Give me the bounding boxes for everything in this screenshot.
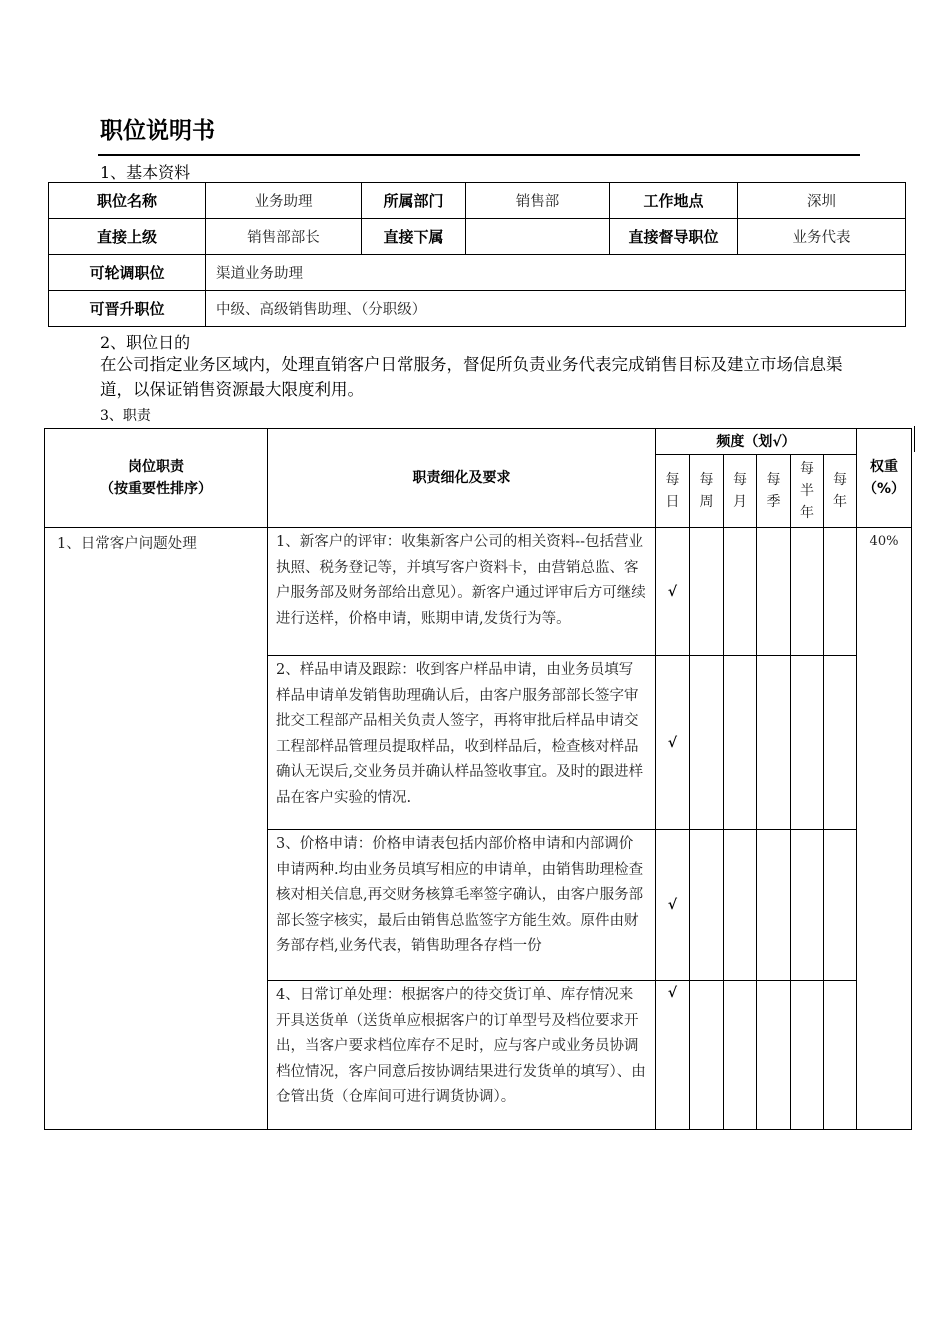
duty-4-weekly bbox=[690, 981, 724, 1130]
freq-label-char: 每 bbox=[833, 472, 847, 488]
title-underline bbox=[98, 154, 860, 156]
weight-value: 40% bbox=[857, 528, 912, 1130]
responsibility-header bbox=[45, 429, 268, 528]
freq-halfyear-header bbox=[791, 455, 824, 528]
promotion-label: 可晋升职位 bbox=[49, 291, 206, 327]
duty-3-halfyear bbox=[791, 830, 824, 981]
duty-3-quarterly bbox=[757, 830, 791, 981]
purpose-text: 在公司指定业务区域内，处理直销客户日常服务，督促所负责业务代表完成销售目标及建立市场信息渠道，以保证销售资源最大限度利用。 bbox=[100, 355, 843, 399]
duty-4-daily-check: √ bbox=[656, 981, 690, 1130]
weight-header-line1: 权重 bbox=[870, 459, 898, 475]
duty-2-quarterly bbox=[757, 656, 791, 830]
duties-header-row-1 bbox=[45, 429, 912, 455]
duties-table bbox=[44, 428, 912, 1130]
basic-row-2 bbox=[49, 219, 906, 255]
freq-quarterly-header bbox=[757, 455, 791, 528]
freq-label-2 bbox=[724, 469, 756, 513]
duty-row-1 bbox=[45, 528, 912, 656]
basic-row-3 bbox=[49, 255, 906, 291]
subordinate-value bbox=[466, 219, 610, 255]
table-edge-mark-top bbox=[914, 426, 915, 452]
duty-1-halfyear bbox=[791, 528, 824, 656]
duty-1-daily-check: √ bbox=[656, 528, 690, 656]
document-title: 职位说明书 bbox=[100, 118, 215, 144]
section-purpose-heading: 2、职位日的 bbox=[100, 333, 191, 352]
freq-label-char: 年 bbox=[800, 505, 814, 521]
duty-1-weekly bbox=[690, 528, 724, 656]
basic-row-1 bbox=[49, 183, 906, 219]
freq-yearly-header bbox=[824, 455, 857, 528]
freq-label-char: 季 bbox=[766, 494, 781, 510]
rotation-value: 渠道业务助理 bbox=[206, 255, 906, 291]
department-label: 所属部门 bbox=[362, 183, 466, 219]
freq-label-char: 每 bbox=[699, 472, 714, 488]
freq-label-3 bbox=[757, 469, 790, 513]
duty-2-yearly bbox=[824, 656, 857, 830]
duty-4-quarterly bbox=[757, 981, 791, 1130]
freq-label-char: 年 bbox=[833, 494, 847, 510]
supervise-label: 直接督导职位 bbox=[610, 219, 738, 255]
freq-label-char: 每 bbox=[665, 472, 680, 488]
duty-3-monthly bbox=[724, 830, 757, 981]
freq-label-char: 日 bbox=[665, 494, 680, 510]
section-duties-heading: 3、职责 bbox=[100, 408, 151, 424]
duty-detail-2: 2、样品申请及跟踪：收到客户样品申请，由业务员填写样品申请单发销售助理确认后，由客户服务部部长签字审批交工程部产品相关负责人签字，再将审批后样品申请交工程部样品管理员提取样品，收到样品后，检查核对样品确认无误后,交业务员并确认样品签收事宜。及时的跟进样品在客户实验的情况. bbox=[268, 656, 656, 830]
rotation-label: 可轮调职位 bbox=[49, 255, 206, 291]
duty-detail-4: 4、日常订单处理：根据客户的待交货订单、库存情况来开具送货单（送货单应根据客户的订单型号及档位要求开出，当客户要求档位库存不足时，应与客户或业务员协调档位情况，客户同意后按协调结果进行发货单的填写）、由仓管出货（仓库间可进行调货协调）。 bbox=[268, 981, 656, 1130]
section-basic-info-heading: 1、基本资料 bbox=[100, 163, 191, 182]
duty-1-yearly bbox=[824, 528, 857, 656]
freq-label-char: 月 bbox=[733, 494, 747, 510]
duty-2-monthly bbox=[724, 656, 757, 830]
subordinate-label: 直接下属 bbox=[362, 219, 466, 255]
supervise-value: 业务代表 bbox=[738, 219, 906, 255]
promotion-value: 中级、高级销售助理、（分职级） bbox=[206, 291, 906, 327]
duty-detail-1: 1、新客户的评审：收集新客户公司的相关资料--包括营业执照、税务登记等，并填写客户资料卡，由营销总监、客户服务部及财务部给出意见）。新客户通过评审后方可继续进行送样，价格申请，账期申请,发货行为等。 bbox=[268, 528, 656, 656]
responsibility-header-line1: 岗位职责 bbox=[128, 459, 184, 475]
position-name-value: 业务助理 bbox=[206, 183, 362, 219]
weight-header-line2: （%） bbox=[862, 481, 906, 497]
freq-label-4 bbox=[791, 458, 823, 524]
freq-label-char: 每 bbox=[766, 472, 781, 488]
responsibility-name: 1、日常客户问题处理 bbox=[45, 528, 268, 1130]
department-value: 销售部 bbox=[466, 183, 610, 219]
freq-label-0 bbox=[656, 469, 689, 513]
location-label: 工作地点 bbox=[610, 183, 738, 219]
freq-label-1 bbox=[690, 469, 723, 513]
basic-row-4 bbox=[49, 291, 906, 327]
superior-value: 销售部部长 bbox=[206, 219, 362, 255]
freq-label-char: 每 bbox=[800, 461, 814, 477]
duty-1-quarterly bbox=[757, 528, 791, 656]
duty-2-halfyear bbox=[791, 656, 824, 830]
duty-3-daily-check: √ bbox=[656, 830, 690, 981]
duty-detail-3: 3、价格申请：价格申请表包括内部价格申请和内部调价申请两种.均由业务员填写相应的申请单，由销售助理检查核对相关信息,再交财务核算毛率签字确认，由客户服务部部长签字核实，最后由销售总监签字方能生效。原件由财务部存档,业务代表，销售助理各存档一份 bbox=[268, 830, 656, 981]
freq-label-char: 半 bbox=[800, 483, 814, 499]
freq-label-5 bbox=[824, 469, 856, 513]
duty-2-weekly bbox=[690, 656, 724, 830]
duty-4-halfyear bbox=[791, 981, 824, 1130]
duty-2-daily-check: √ bbox=[656, 656, 690, 830]
superior-label: 直接上级 bbox=[49, 219, 206, 255]
weight-header bbox=[857, 429, 912, 528]
duty-4-yearly bbox=[824, 981, 857, 1130]
frequency-header: 频度（划√） bbox=[656, 429, 857, 455]
freq-label-char: 周 bbox=[699, 494, 714, 510]
freq-daily-header bbox=[656, 455, 690, 528]
freq-label-char: 每 bbox=[733, 472, 747, 488]
responsibility-header-line2: （按重要性排序） bbox=[100, 481, 212, 497]
duty-4-monthly bbox=[724, 981, 757, 1130]
freq-monthly-header bbox=[724, 455, 757, 528]
position-name-label: 职位名称 bbox=[49, 183, 206, 219]
basic-info-table bbox=[48, 182, 906, 327]
duty-3-weekly bbox=[690, 830, 724, 981]
freq-weekly-header bbox=[690, 455, 724, 528]
detail-header: 职责细化及要求 bbox=[268, 429, 656, 528]
location-value: 深圳 bbox=[738, 183, 906, 219]
duty-3-yearly bbox=[824, 830, 857, 981]
duty-1-monthly bbox=[724, 528, 757, 656]
